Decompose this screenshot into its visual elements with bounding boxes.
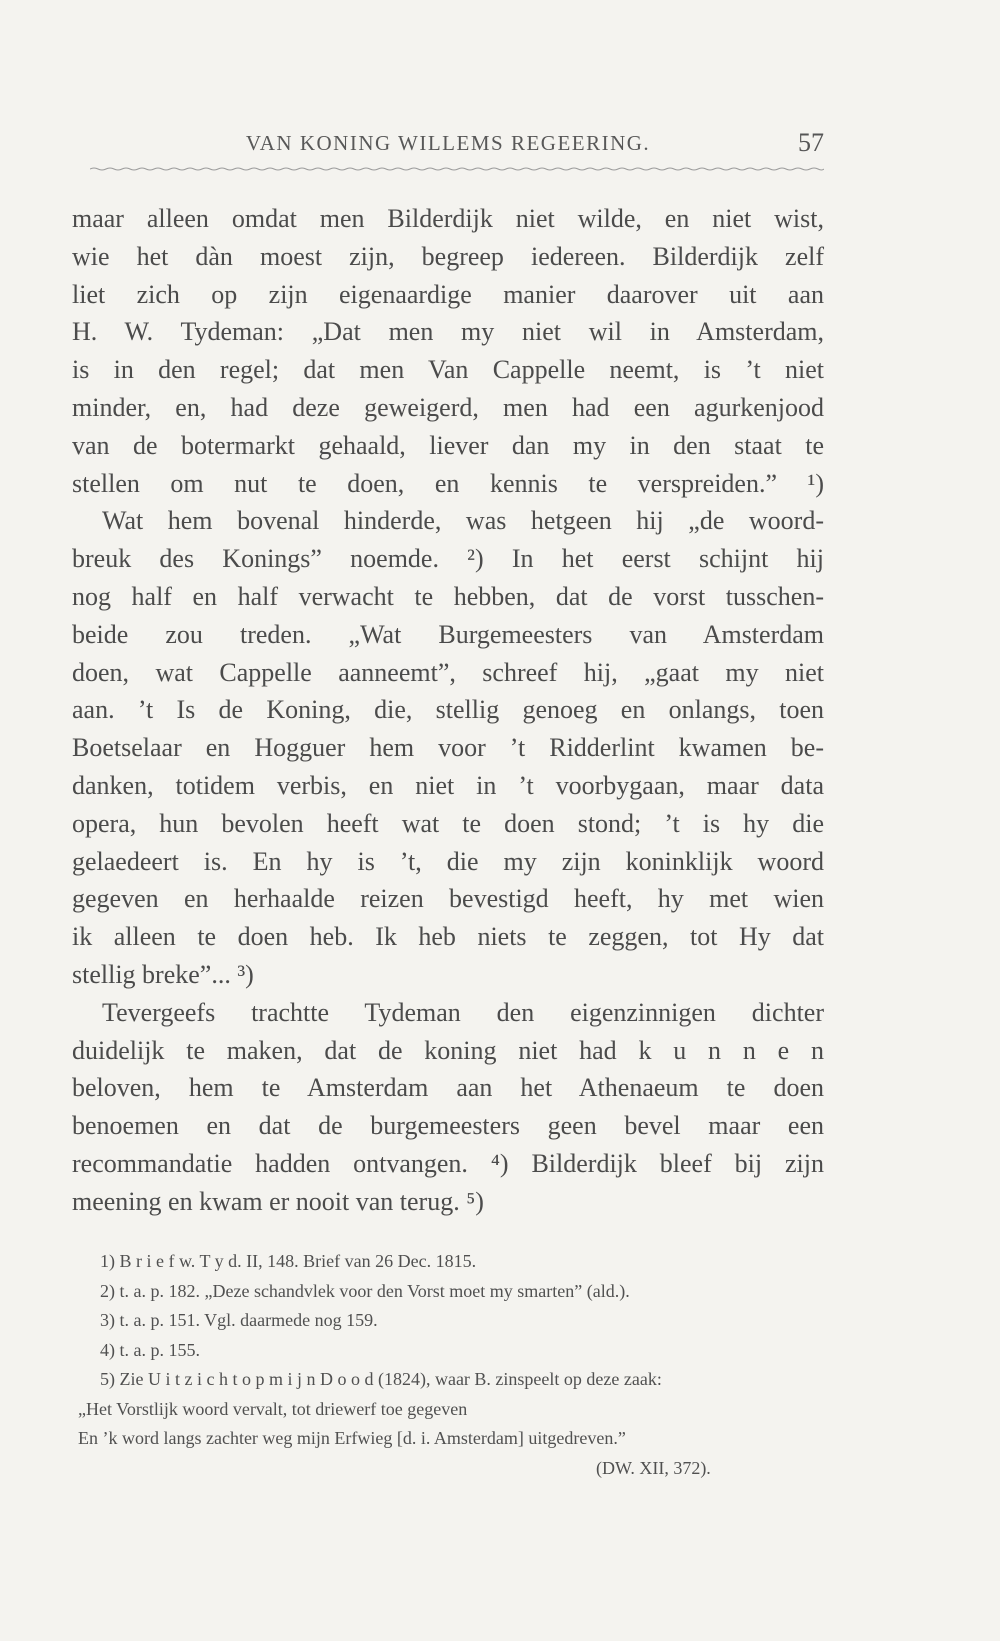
- text-line: duidelijk te maken, dat de koning niet had k u n n e n: [72, 1035, 824, 1065]
- running-title: VAN KONING WILLEMS REGEERING.: [245, 131, 651, 155]
- text-line: recommandatie hadden ontvangen. ⁴) Bilderdijk bleef bij zijn: [72, 1148, 824, 1178]
- text-line: beide zou treden. „Wat Burgemeesters van Amsterdam: [72, 619, 824, 649]
- text-line: stellen om nut te doen, en kennis te verspreiden.” ¹): [72, 468, 824, 498]
- text-line: ik alleen te doen heb. Ik heb niets te zeggen, tot Hy dat: [72, 922, 824, 952]
- footnote: 1) B r i e f w. T y d. II, 148. Brief van 26 Dec. 1815.: [100, 1251, 477, 1271]
- text-line: Wat hem bovenal hinderde, was hetgeen hij „de woord-: [102, 506, 824, 536]
- text-line: liet zich op zijn eigenaardige manier daarover uit aan: [72, 279, 824, 309]
- text-line: minder, en, had deze geweigerd, men had een agurkenjood: [72, 392, 824, 422]
- body-text: [72, 200, 824, 1221]
- text-line: doen, wat Cappelle aanneemt”, schreef hij, „gaat my niet: [72, 657, 824, 687]
- text-line: gelaedeert is. En hy is ’t, die my zijn koninklijk woord: [72, 846, 824, 876]
- text-line: H. W. Tydeman: „Dat men my niet wil in Amsterdam,: [72, 317, 824, 347]
- footnote-verse: En ’k word langs zachter weg mijn Erfwieg [d. i. Amsterdam] uitgedreven.”: [78, 1428, 626, 1448]
- text-line: maar alleen omdat men Bilderdijk niet wilde, en niet wist,: [72, 204, 824, 233]
- text-line: danken, totidem verbis, en niet in ’t voorbygaan, maar data: [72, 770, 824, 800]
- text-line: opera, hun bevolen heeft wat te doen stond; ’t is hy die: [72, 808, 824, 838]
- footnote: 2) t. a. p. 182. „Deze schandvlek voor den Vorst moet my smarten” (ald.).: [100, 1280, 630, 1301]
- text-line: Tevergeefs trachtte Tydeman den eigenzinnigen dichter: [102, 997, 824, 1027]
- footnote-verse: „Het Vorstlijk woord vervalt, tot driewerf toe gegeven: [78, 1398, 468, 1419]
- footnote: 5) Zie U i t z i c h t o p m i j n D o o d (1824), waar B. zinspeelt op deze zaak:: [100, 1369, 662, 1389]
- text-line: Boetselaar en Hogguer hem voor ’t Ridderlint kwamen be-: [72, 733, 824, 763]
- text-line: is in den regel; dat men Van Cappelle neemt, is ’t niet: [72, 355, 824, 385]
- text-line: gegeven en herhaalde reizen bevestigd heeft, hy met wien: [72, 884, 824, 914]
- text-line: aan. ’t Is de Koning, die, stellig genoeg en onlangs, toen: [72, 695, 824, 725]
- text-line: benoemen en dat de burgemeesters geen bevel maar een: [72, 1111, 824, 1141]
- page-number: 57: [798, 128, 824, 157]
- footnotes: [78, 1247, 824, 1483]
- footnote: 4) t. a. p. 155.: [100, 1339, 200, 1360]
- footnote: 3) t. a. p. 151. Vgl. daarmede nog 159.: [100, 1310, 378, 1330]
- text-line: beloven, hem te Amsterdam aan het Athenaeum te doen: [72, 1073, 824, 1103]
- text-line: meening en kwam er nooit van terug. ⁵): [72, 1186, 484, 1216]
- text-line: nog half en half verwacht te hebben, dat de vorst tusschen-: [72, 581, 824, 611]
- text-line: stellig breke”... ³): [72, 959, 254, 989]
- footnote-citation: (DW. XII, 372).: [596, 1457, 711, 1478]
- running-head: [72, 128, 824, 160]
- text-line: breuk des Konings” noemde. ²) In het eerst schijnt hij: [72, 544, 824, 574]
- text-line: van de botermarkt gehaald, liever dan my in den staat te: [72, 430, 824, 460]
- text-line: wie het dàn moest zijn, begreep iedereen. Bilderdijk zelf: [72, 241, 824, 271]
- wavy-rule: [90, 167, 824, 171]
